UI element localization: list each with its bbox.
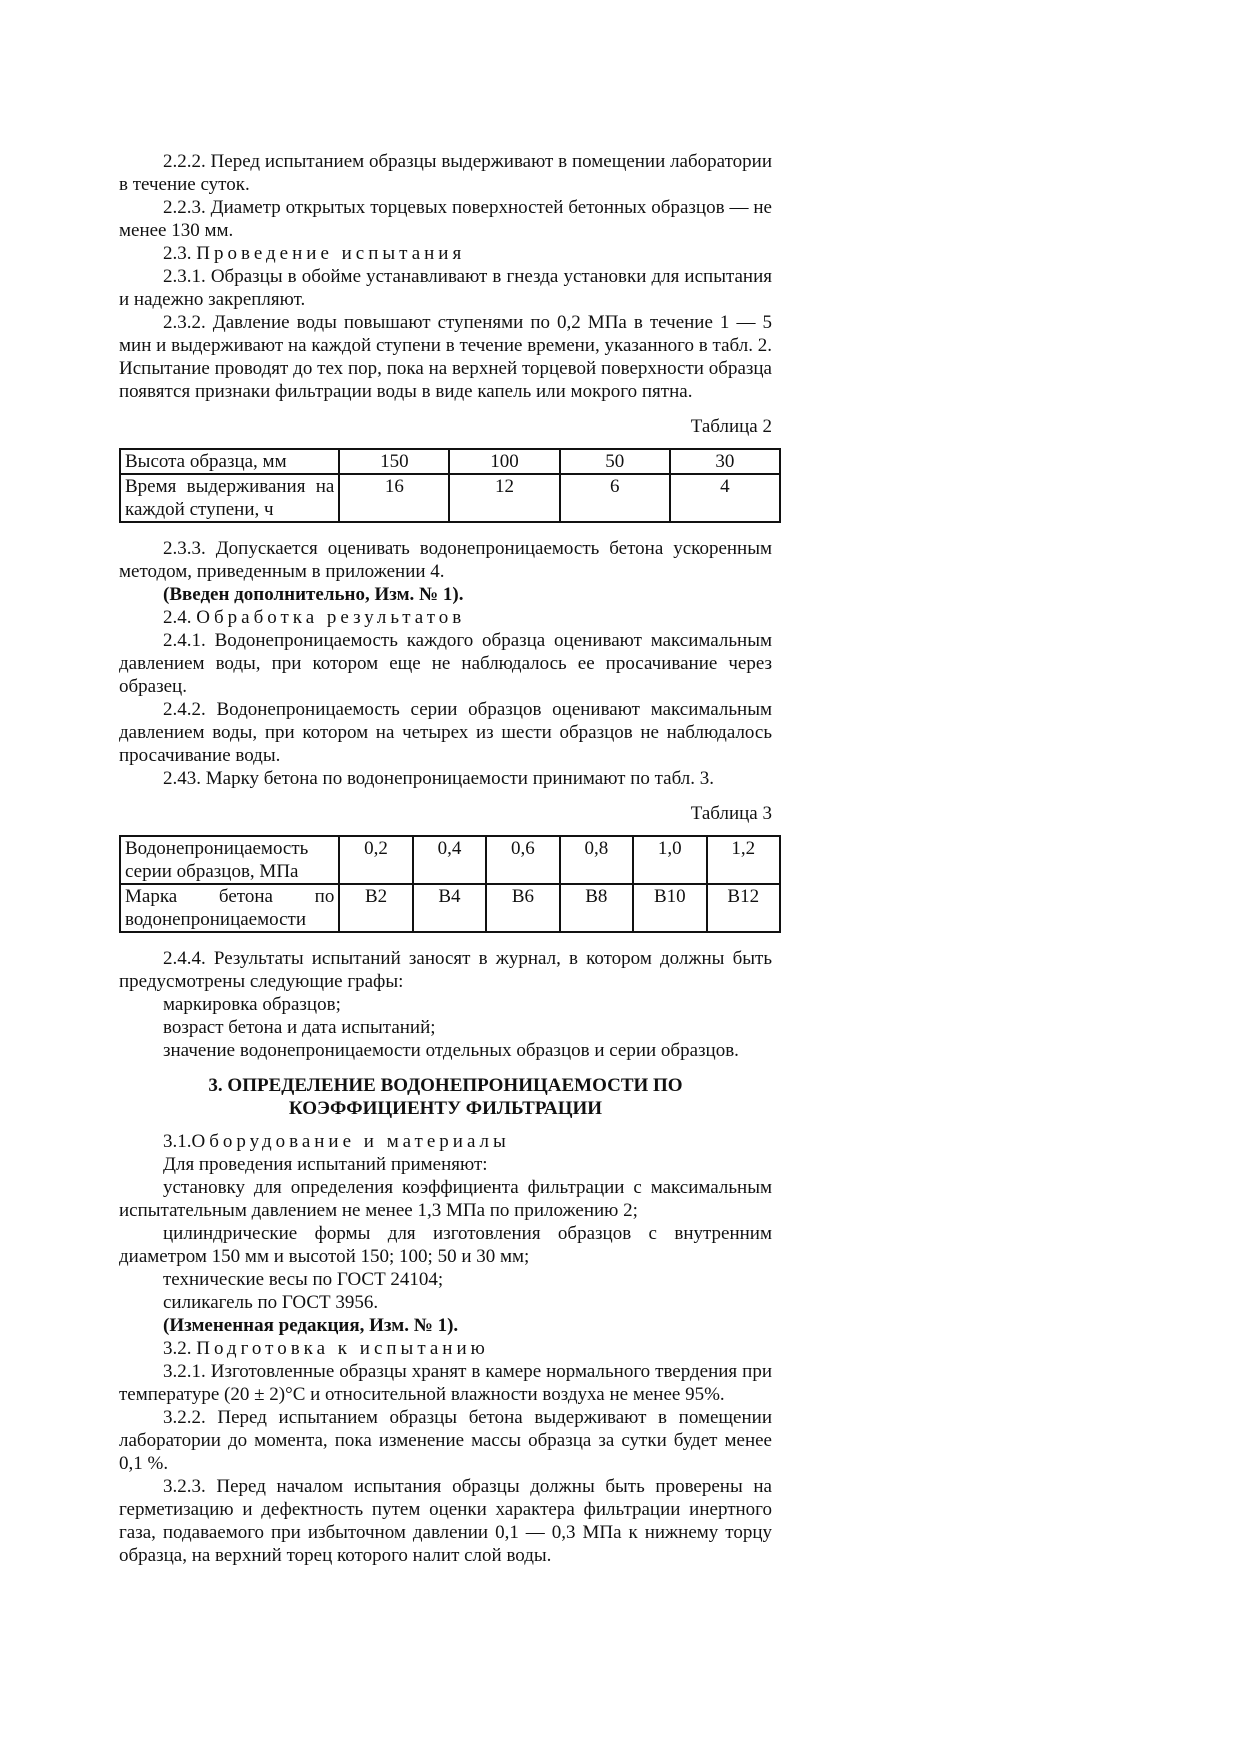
heading-number: 2.3.	[163, 243, 192, 264]
list-item: силикагель по ГОСТ 3956.	[163, 1292, 379, 1313]
table-2	[119, 448, 781, 523]
paragraph-2-4-4: 2.4.4. Результаты испытаний заносят в журнал, в котором должны быть предусмотрены следующие графы:	[119, 948, 772, 992]
heading-text: Обработка результатов	[196, 607, 466, 628]
table-cell-label: Водонепроницаемость серии образцов, МПа	[120, 836, 339, 884]
table-cell-label: Время выдерживания на каждой ступени, ч	[120, 474, 339, 522]
table-cell: 6	[560, 474, 670, 522]
table-cell: В8	[560, 884, 633, 932]
heading-number: 3.1.	[163, 1131, 192, 1152]
list-item: технические весы по ГОСТ 24104;	[163, 1269, 444, 1290]
table-row	[120, 474, 780, 522]
table-3	[119, 835, 781, 933]
table-cell-label: Высота образца, мм	[120, 449, 339, 474]
list-item: возраст бетона и дата испытаний;	[163, 1017, 436, 1038]
paragraph-2-2-3: 2.2.3. Диаметр открытых торцевых поверхностей бетонных образцов — не менее 130 мм.	[119, 197, 772, 241]
table-cell: 12	[449, 474, 559, 522]
table-cell-label: Марка бетона по водонепроницаемости	[120, 884, 339, 932]
table-cell: 30	[670, 449, 780, 474]
table-cell: 50	[560, 449, 670, 474]
table-row	[120, 884, 780, 932]
table-cell: В4	[413, 884, 486, 932]
paragraph-2-4-2: 2.4.2. Водонепроницаемость серии образцов оценивают максимальным давлением воды, при котором на четырех из шести образцов не наблюдалось просачивание воды.	[119, 699, 772, 766]
table-3-caption: Таблица 3	[690, 803, 772, 824]
paragraph-2-4-3: 2.43. Марку бетона по водонепроницаемости принимают по табл. 3.	[163, 768, 715, 789]
list-item: цилиндрические формы для изготовления образцов с внутренним диаметром 150 мм и высотой 150; 100; 50 и 30 мм;	[119, 1223, 772, 1267]
text-column	[119, 150, 772, 1567]
paragraph-2-4-1: 2.4.1. Водонепроницаемость каждого образца оценивают максимальным давлением воды, при котором еще не наблюдалось ее просачивание через образец.	[119, 630, 772, 697]
table-cell: 100	[449, 449, 559, 474]
table-cell: В10	[633, 884, 706, 932]
paragraph-2-3-1: 2.3.1. Образцы в обойме устанавливают в гнезда установки для испытания и надежно закрепляют.	[119, 266, 772, 310]
list-item: значение водонепроницаемости отдельных образцов и серии образцов.	[163, 1040, 739, 1061]
paragraph-intro: Для проведения испытаний применяют:	[163, 1154, 488, 1175]
paragraph-2-3-3: 2.3.3. Допускается оценивать водонепроницаемость бетона ускоренным методом, приведенным в приложении 4.	[119, 538, 772, 582]
amendment-note: (Введен дополнительно, Изм. № 1).	[163, 584, 464, 605]
table-cell: 1,2	[707, 836, 781, 884]
table-cell: 16	[339, 474, 449, 522]
table-row	[120, 836, 780, 884]
table-cell: 0,4	[413, 836, 486, 884]
heading-2-4	[119, 606, 772, 629]
heading-3-1	[119, 1130, 772, 1153]
heading-text: Оборудование и материалы	[191, 1131, 510, 1152]
paragraph-3-2-3: 3.2.3. Перед началом испытания образцы должны быть проверены на герметизацию и дефектность путем оценки характера фильтрации инертного газа, подаваемого при избыточном давлении 0,1 — 0,3 МПа к нижнему торцу образца, на верхний торец которого налит слой воды.	[119, 1476, 772, 1566]
paragraph-2-3-2: 2.3.2. Давление воды повышают ступенями по 0,2 МПа в течение 1 — 5 мин и выдерживают на каждой ступени в течение времени, указанного в табл. 2. Испытание проводят до тех пор, пока на верхней торцевой поверхности образца появятся признаки фильтрации воды в виде капель или мокрого пятна.	[119, 312, 772, 402]
table-cell: В6	[486, 884, 559, 932]
heading-number: 2.4.	[163, 607, 192, 628]
table-cell: 150	[339, 449, 449, 474]
table-cell: 1,0	[633, 836, 706, 884]
heading-3-2	[119, 1337, 772, 1360]
table-2-caption: Таблица 2	[690, 416, 772, 437]
list-item: маркировка образцов;	[163, 994, 341, 1015]
paragraph-2-2-2: 2.2.2. Перед испытанием образцы выдерживают в помещении лаборатории в течение суток.	[119, 151, 772, 195]
table-cell: В12	[707, 884, 781, 932]
paragraph-3-2-2: 3.2.2. Перед испытанием образцы бетона выдерживают в помещении лаборатории до момента, пока изменение массы образца за сутки будет менее 0,1 %.	[119, 1407, 772, 1474]
heading-text: Подготовка к испытанию	[196, 1338, 489, 1359]
section-3-title-line-2: КОЭФФИЦИЕНТУ ФИЛЬТРАЦИИ	[288, 1098, 603, 1119]
list-item: установку для определения коэффициента фильтрации с максимальным испытательным давлением не менее 1,3 МПа по приложению 2;	[119, 1177, 772, 1221]
table-cell: 0,6	[486, 836, 559, 884]
heading-text: Проведение испытания	[196, 243, 466, 264]
table-cell: 4	[670, 474, 780, 522]
heading-2-3	[119, 242, 772, 265]
table-row	[120, 449, 780, 474]
paragraph-3-2-1: 3.2.1. Изготовленные образцы хранят в камере нормального твердения при температуре (20 ± 2)°С и относительной влажности воздуха не менее 95%.	[119, 1361, 772, 1405]
table-cell: В2	[339, 884, 412, 932]
section-3-title-line-1: 3. ОПРЕДЕЛЕНИЕ ВОДОНЕПРОНИЦАЕМОСТИ ПО	[208, 1075, 683, 1096]
heading-number: 3.2.	[163, 1338, 192, 1359]
table-cell: 0,8	[560, 836, 633, 884]
amendment-note: (Измененная редакция, Изм. № 1).	[163, 1315, 459, 1336]
table-cell: 0,2	[339, 836, 412, 884]
